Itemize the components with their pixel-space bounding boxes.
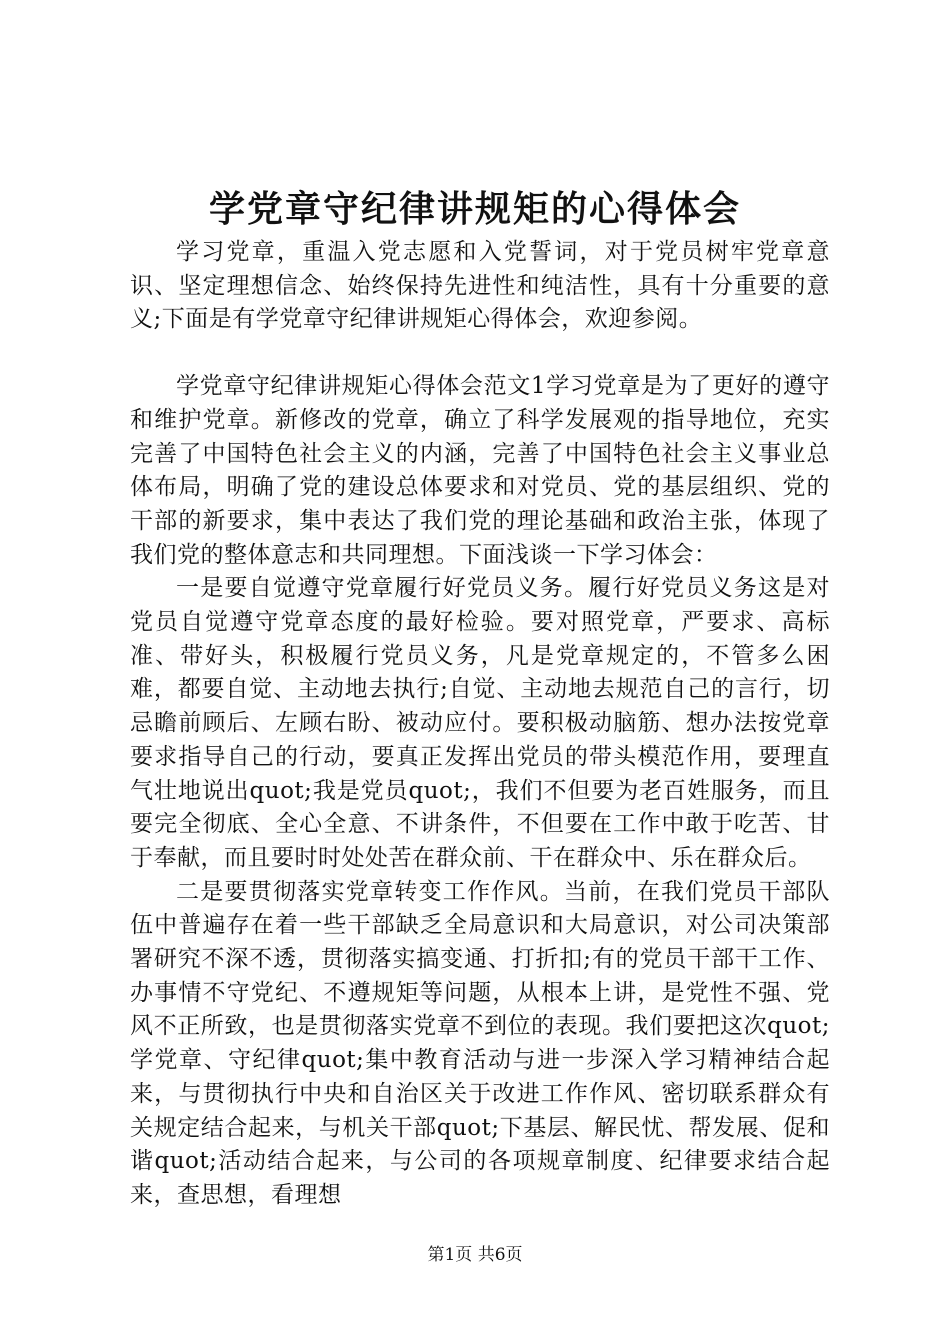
paragraph-point-1: 一是要自觉遵守党章履行好党员义务。履行好党员义务这是对党员自觉遵守党章态度的最好检验。要对照党章，严要求、高标准、带好头，积极履行党员义务，凡是党章规定的，不管多么困难，都要自觉、主动地去执行;自觉、主动地去规范自己的言行，切忌瞻前顾后、左顾右盼、被动应付。要积极动脑筋、想办法按党章要求指导自己的行动，要真正发挥出党员的带头模范作用，要理直气壮地说出quot;我是党员quot;，我们不但要为老百姓服务，而且要完全彻底、全心全意、不讲条件，不但要在工作中敢于吃苦、甘于奉献，而且要时时处处苦在群众前、干在群众中、乐在群众后。 (130, 575, 830, 871)
paragraph-intro: 学习党章，重温入党志愿和入党誓词，对于党员树牢党章意识、坚定理想信念、始终保持先进性和纯洁性，具有十分重要的意义;下面是有学党章守纪律讲规矩心得体会，欢迎参阅。 (130, 239, 830, 333)
page-number-footer: 第1页 共6页 (427, 1245, 523, 1265)
document-body (130, 236, 830, 1213)
paragraph-sample-1: 学党章守纪律讲规矩心得体会范文1学习党章是为了更好的遵守和维护党章。新修改的党章，确立了科学发展观的指导地位，充实完善了中国特色社会主义的内涵，完善了中国特色社会主义事业总体布局，明确了党的建设总体要求和对党员、党的基层组织、党的干部的新要求，集中表达了我们党的理论基础和政治主张，体现了我们党的整体意志和共同理想。下面浅谈一下学习体会： (130, 373, 830, 568)
paragraph-spacer (130, 337, 830, 370)
document-title: 学党章守纪律讲规矩的心得体会 (208, 188, 741, 230)
paragraph-point-2: 二是要贯彻落实党章转变工作作风。当前，在我们党员干部队伍中普遍存在着一些干部缺乏全局意识和大局意识，对公司决策部署研究不深不透，贯彻落实搞变通、打折扣;有的党员干部干工作、办事情不守党纪、不遵规矩等问题，从根本上讲，是党性不强、党风不正所致，也是贯彻落实党章不到位的表现。我们要把这次quot;学党章、守纪律quot;集中教育活动与进一步深入学习精神结合起来，与贯彻执行中央和自治区关于改进工作作风、密切联系群众有关规定结合起来，与机关干部quot;下基层、解民忧、帮发展、促和谐quot;活动结合起来，与公司的各项规章制度、纪律要求结合起来，查思想，看理想 (130, 878, 830, 1208)
